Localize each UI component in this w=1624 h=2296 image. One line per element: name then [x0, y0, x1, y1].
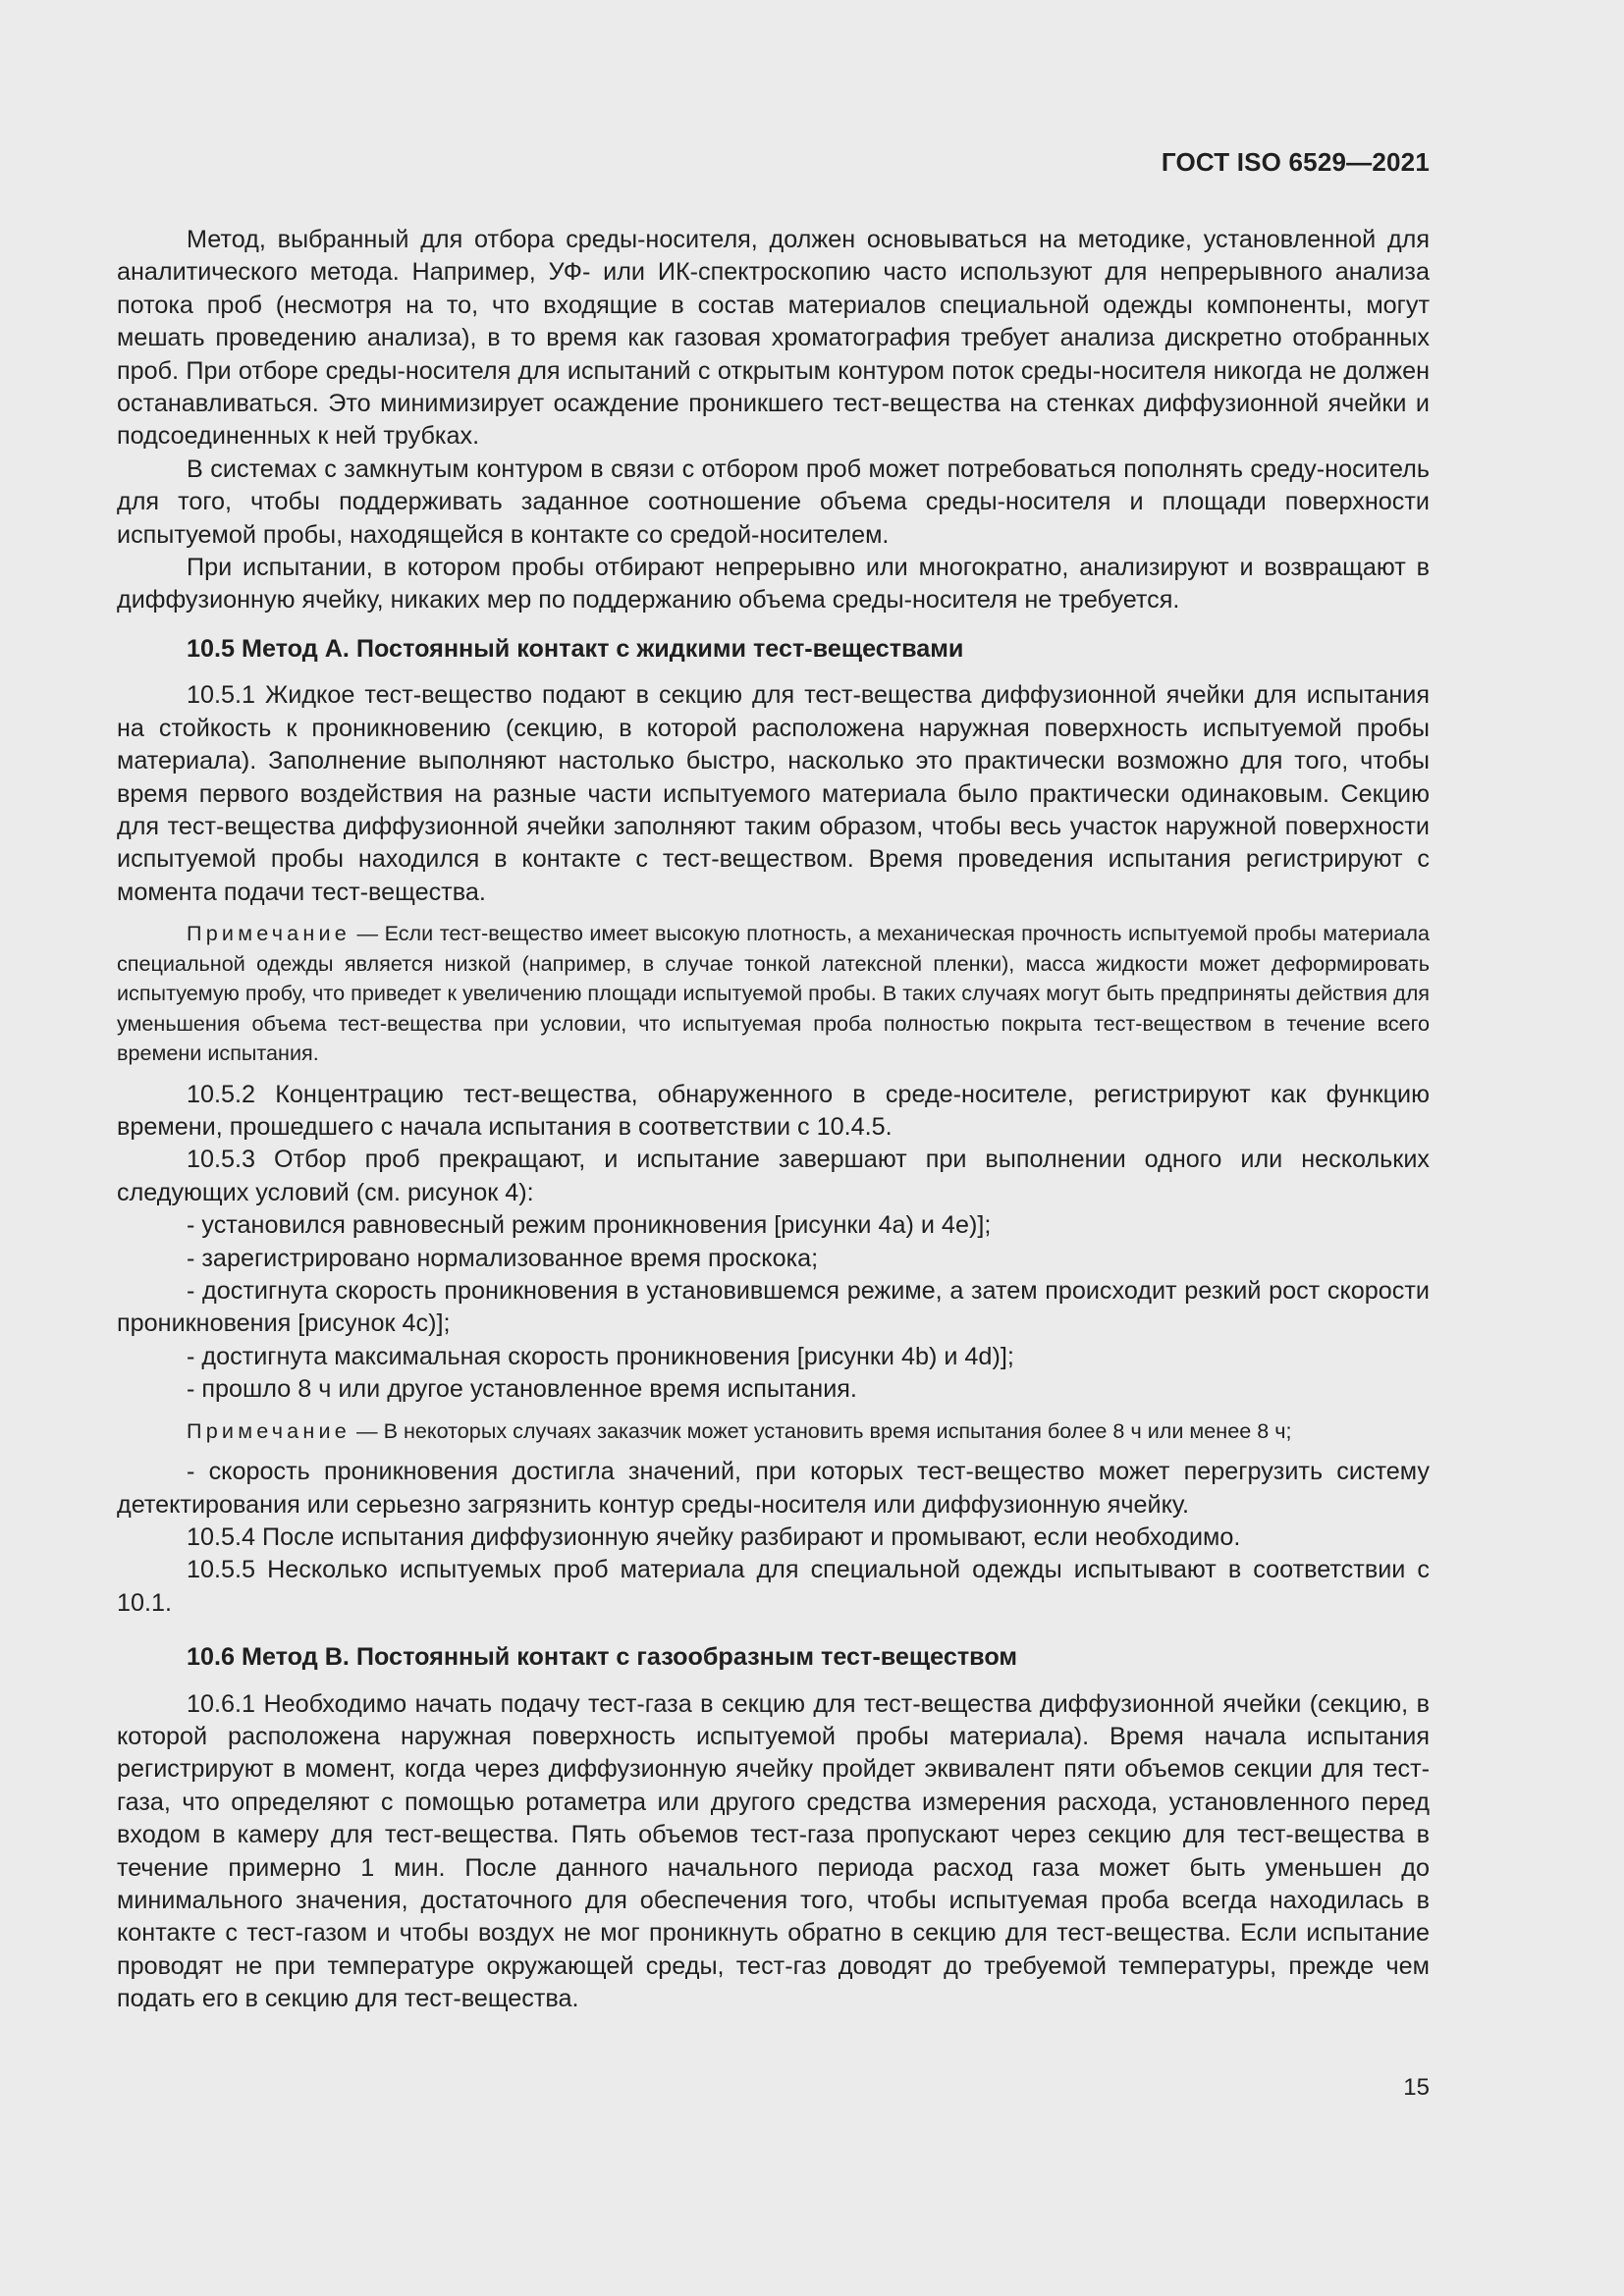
paragraph-10-6-1: 10.6.1 Необходимо начать подачу тест-газа в секцию для тест-вещества диффузионной ячейки (секцию, в которой расположена наружная поверхность испытуемой пробы материала). Время начала испытания регистрируют в момент, когда через диффузионную ячейку пройдет эквивалент пяти объемов секции для тест-газа, что определяют с помощью ротаметра или другого средства измерения расхода, установленного перед входом в камеру для тест-вещества. Пять объемов тест-газа пропускают через секцию для тест-вещества в течение примерно 1 мин. После данного начального периода расход газа может быть уменьшен до минимального значения, достаточного для обеспечения того, чтобы испытуемая проба всегда находилась в контакте с тест-газом и чтобы воздух не мог проникнуть обратно в секцию для тест-вещества. Если испытание проводят не при температуре окружающей среды, тест-газ доводят до требуемой температуры, прежде чем подать его в секцию для тест-вещества. [117, 1689, 1430, 2013]
list-item: - достигнута максимальная скорость проникновения [рисунки 4b) и 4d)]; [187, 1342, 1014, 1370]
document-body [117, 224, 1430, 2016]
note-2 [117, 1416, 1430, 1447]
paragraph-10-5-4: 10.5.4 После испытания диффузионную ячейку разбирают и промывают, если необходимо. [187, 1523, 1241, 1551]
paragraph-continuous-sampling: При испытании, в котором пробы отбирают непрерывно или многократно, анализируют и возвращают в диффузионную ячейку, никаких мер по поддержанию объема среды-носителя не требуется. [117, 554, 1430, 614]
paragraph-10-5-3: 10.5.3 Отбор проб прекращают, и испытание завершают при выполнении одного или нескольких следующих условий (см. рисунок 4): [117, 1146, 1430, 1206]
paragraph-10-5-2: 10.5.2 Концентрацию тест-вещества, обнаруженного в среде-носителе, регистрируют как функцию времени, прошедшего с начала испытания в соответствии с 10.4.5. [117, 1080, 1430, 1142]
page-number: 15 [1403, 2074, 1430, 2101]
paragraph-sampling-method: Метод, выбранный для отбора среды-носителя, должен основываться на методике, установленной для аналитического метода. Например, УФ- или ИК-спектроскопию часто используют для непрерывного анализа потока проб (несмотря на то, что входящие в состав материалов специальной одежды компоненты, могут мешать проведению анализа), в то время как газовая хроматография требует анализа дискретно отобранных проб. При отборе среды-носителя для испытаний с открытым контуром поток среды-носителя никогда не должен останавливаться. Это минимизирует осаждение проникшего тест-вещества на стенках диффузионной ячейки и подсоединенных к ней трубках. [117, 226, 1430, 451]
document-header: ГОСТ ISO 6529—2021 [1161, 147, 1430, 177]
note-2-text: — В некоторых случаях заказчик может установить время испытания более 8 ч или менее 8 ч; [351, 1417, 1292, 1443]
list-item: - установился равновесный режим проникновения [рисунки 4а) и 4е)]; [187, 1211, 992, 1240]
note-1-text: — Если тест-вещество имеет высокую плотность, а механическая прочность испытуемой пробы материала специальной одежды является низкой (например, в случае тонкой латексной пленки), масса жидкости может деформировать испытуемую пробу, что приведет к увеличению площади испытуемой пробы. В таких случаях могут быть предприняты действия для уменьшения объема тест-вещества при условии, что испытуемая проба полностью покрыта тест-веществом в течение всего времени испытания. [117, 921, 1430, 1066]
note-label: Примечание [187, 1417, 351, 1443]
list-item: - прошло 8 ч или другое установленное время испытания. [187, 1375, 857, 1404]
note-label: Примечание [187, 921, 351, 946]
section-heading-10-5: 10.5 Метод А. Постоянный контакт с жидкими тест-веществами [187, 634, 964, 663]
paragraph-closed-loop: В системах с замкнутым контуром в связи с отбором проб может потребоваться пополнять среду-носитель для того, чтобы поддерживать заданное соотношение объема среды-носителя и площади поверхности испытуемой пробы, находящейся в контакте со средой-носителем. [117, 454, 1430, 549]
section-heading-10-6: 10.6 Метод В. Постоянный контакт с газообразным тест-веществом [187, 1643, 1018, 1672]
list-item: - скорость проникновения достигла значений, при которых тест-вещество может перегрузить систему детектирования или серьезно загрязнить контур среды-носителя или диффузионную ячейку. [117, 1458, 1430, 1519]
note-1 [117, 919, 1430, 1069]
list-item: - зарегистрировано нормализованное время проскока; [187, 1244, 819, 1272]
list-item: - достигнута скорость проникновения в установившемся режиме, а затем происходит резкий рост скорости проникновения [рисунок 4с)]; [117, 1277, 1430, 1338]
paragraph-10-5-5: 10.5.5 Несколько испытуемых проб материала для специальной одежды испытывают в соответствии с 10.1. [117, 1556, 1430, 1617]
paragraph-10-5-1: 10.5.1 Жидкое тест-вещество подают в секцию для тест-вещества диффузионной ячейки для испытания на стойкость к проникновению (секцию, в которой расположена наружная поверхность испытуемой пробы материала). Заполнение выполняют настолько быстро, насколько это практически возможно для того, чтобы время первого воздействия на разные части испытуемого материала было практически одинаковым. Секцию для тест-вещества диффузионной ячейки заполняют таким образом, чтобы весь участок наружной поверхности испытуемой пробы находился в контакте с тест-веществом. Время проведения испытания регистрируют с момента подачи тест-вещества. [117, 681, 1430, 906]
